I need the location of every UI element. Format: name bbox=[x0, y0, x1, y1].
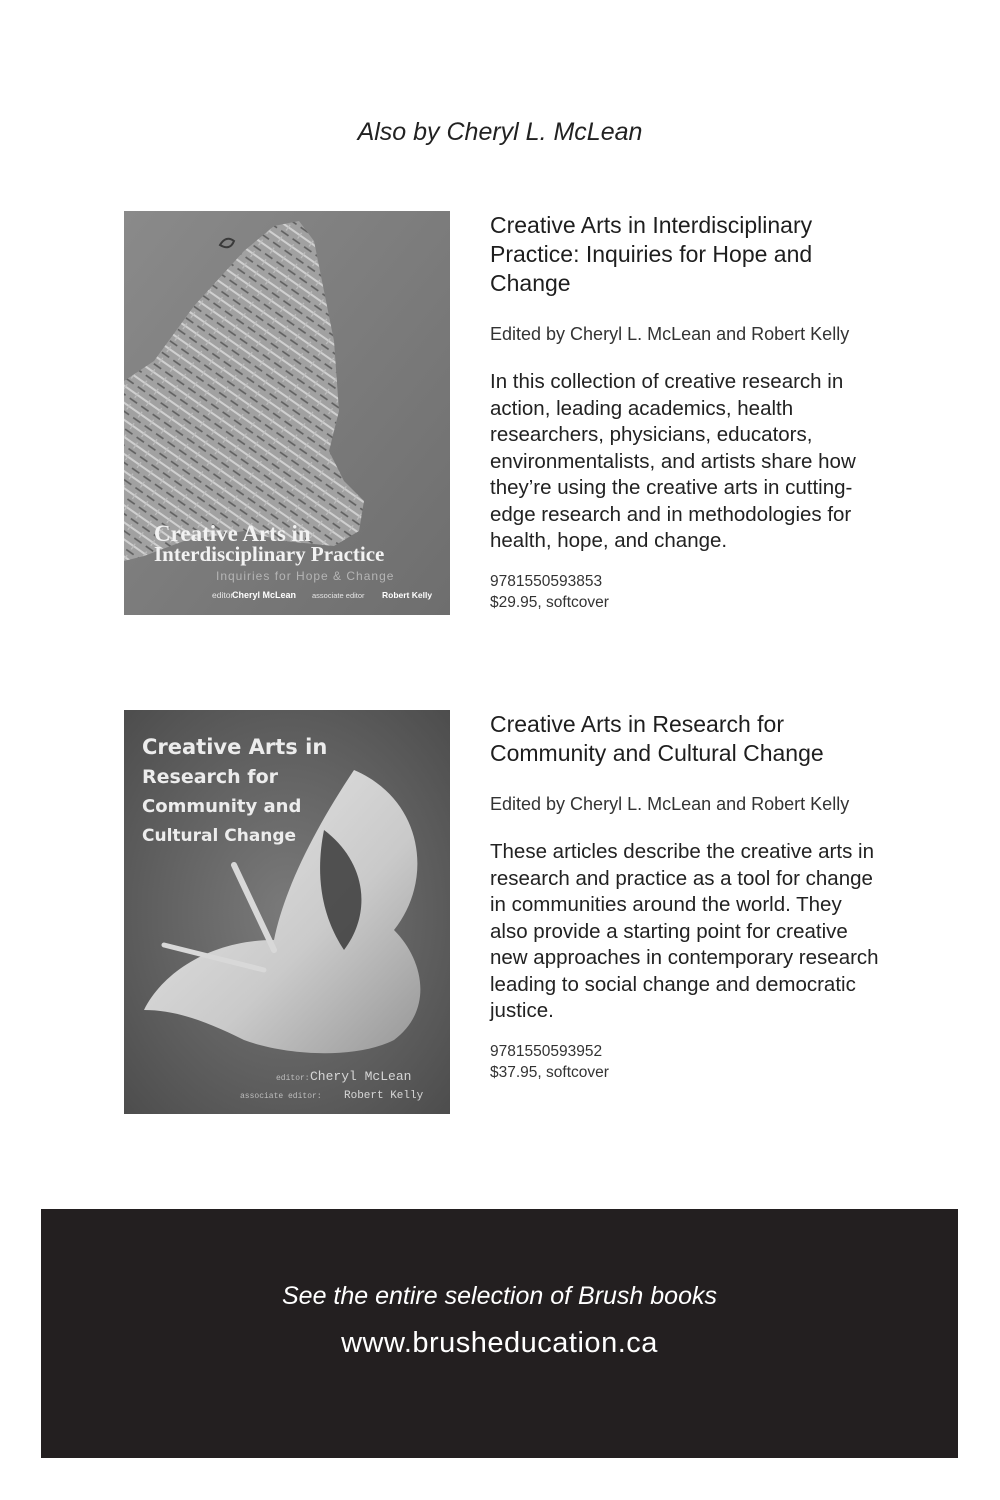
cover-credit-associate: Robert Kelly bbox=[382, 590, 433, 600]
cover-credit-associate: Robert Kelly bbox=[344, 1090, 424, 1102]
book-isbn: 9781550593952 bbox=[490, 1042, 603, 1060]
cover-title-line1: Creative Arts in bbox=[154, 521, 311, 546]
footer-website-link[interactable]: www.brusheducation.ca bbox=[341, 1327, 658, 1359]
cover-credit-editor-label: editor: bbox=[276, 1074, 310, 1083]
book-isbn: 9781550593853 bbox=[490, 572, 603, 590]
cover-title-line2: Research for bbox=[142, 766, 278, 788]
book-description: In this collection of creative research in action, leading academics, health researchers, physicians, educators, environmentalists, and artists share how they’re using the creative arts in cutting-edge research and in methodologies for health, hope, and change. bbox=[490, 370, 856, 552]
book-price: $37.95, softcover bbox=[490, 1063, 609, 1081]
book-editors: Edited by Cheryl L. McLean and Robert Kelly bbox=[490, 794, 850, 814]
cover-credit-associate-label: associate editor: bbox=[240, 1092, 322, 1101]
cover-title-line2: Interdisciplinary Practice bbox=[154, 542, 385, 566]
footer-banner bbox=[41, 1209, 958, 1458]
book-info bbox=[490, 211, 882, 613]
cover-title-line3: Community and bbox=[142, 796, 302, 817]
cover-credit-associate-label: associate editor bbox=[312, 591, 365, 600]
cover-credit-editor: Cheryl McLean bbox=[310, 1069, 412, 1084]
book-info bbox=[490, 710, 882, 1083]
book-cover-image bbox=[124, 710, 450, 1114]
cover-subtitle: Inquiries for Hope & Change bbox=[216, 569, 395, 583]
footer-tagline: See the entire selection of Brush books bbox=[282, 1282, 717, 1310]
cover-title-line1: Creative Arts in bbox=[142, 735, 328, 759]
book-description: These articles describe the creative arts in research and practice as a tool for change in communities around the world. They also provide a starting point for creative new approaches in contemporary research leading to social change and democratic justice. bbox=[490, 840, 879, 1022]
book-editors: Edited by Cheryl L. McLean and Robert Kelly bbox=[490, 324, 850, 344]
cover-title-line4: Cultural Change bbox=[142, 826, 297, 846]
cover-credit-editor-label: editor bbox=[212, 590, 234, 600]
cover-credit-editor: Cheryl McLean bbox=[232, 590, 297, 600]
book-cover-image bbox=[124, 211, 450, 615]
page-heading: Also by Cheryl L. McLean bbox=[357, 118, 643, 146]
book-price: $29.95, softcover bbox=[490, 593, 609, 611]
book-title: Creative Arts in Research for Community and Cultural Change bbox=[490, 711, 824, 766]
book-title: Creative Arts in Interdisciplinary Practice: Inquiries for Hope and Change bbox=[490, 212, 813, 296]
